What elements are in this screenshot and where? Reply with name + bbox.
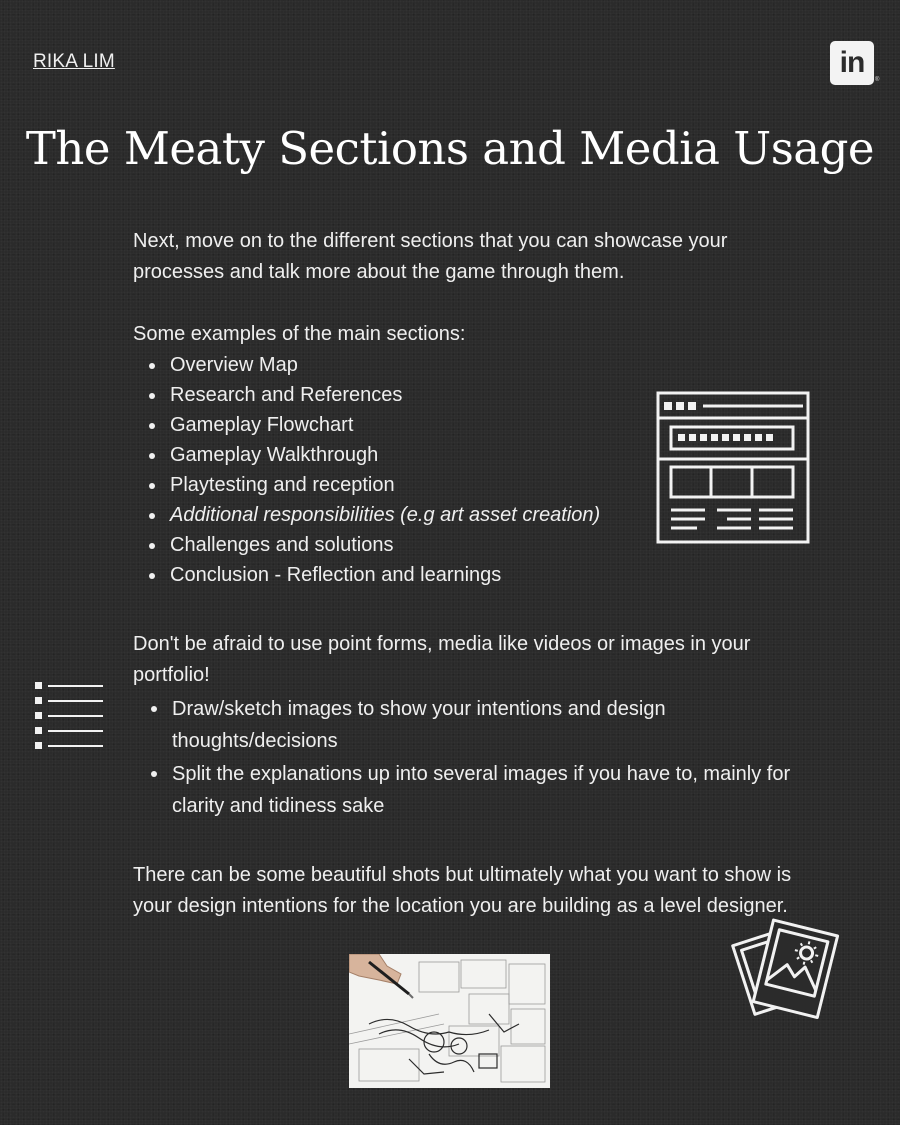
list-item: Split the explanations up into several images if you have to, mainly for clarity and tidiness sake [172, 758, 793, 822]
media-intro-paragraph: Don't be afraid to use point forms, media like videos or images in your portfolio! [133, 633, 751, 686]
bullet-list-icon [33, 680, 105, 752]
list-item: Playtesting and reception [170, 470, 793, 500]
content-body [133, 226, 793, 922]
sections-heading: Some examples of the main sections: [133, 323, 466, 345]
closing-paragraph: There can be some beautiful shots but ultimately what you want to show is your design intentions for the location you are building as a level designer. [133, 864, 792, 917]
linkedin-registered-mark: ® [875, 77, 880, 83]
linkedin-icon[interactable] [830, 41, 874, 85]
list-item: Research and References [170, 380, 793, 410]
list-item: Gameplay Walkthrough [170, 440, 793, 470]
linkedin-label: in [839, 46, 865, 79]
intro-paragraph: Next, move on to the different sections that you can showcase your processes and talk more about the game through them. [133, 230, 728, 283]
list-item: Challenges and solutions [170, 530, 793, 560]
page-title: The Meaty Sections and Media Usage [25, 122, 875, 175]
list-item: Gameplay Flowchart [170, 410, 793, 440]
media-tips-list [133, 693, 793, 822]
photos-icon [730, 912, 842, 1024]
list-item: Overview Map [170, 350, 793, 380]
list-item: Additional responsibilities (e.g art asset creation) [170, 500, 793, 530]
author-link[interactable]: RIKA LIM [33, 51, 115, 72]
list-item: Draw/sketch images to show your intentions and design thoughts/decisions [172, 693, 793, 757]
webpage-layout-icon [655, 390, 811, 545]
list-item: Conclusion - Reflection and learnings [170, 560, 793, 590]
level-sketch-photo [349, 954, 550, 1088]
